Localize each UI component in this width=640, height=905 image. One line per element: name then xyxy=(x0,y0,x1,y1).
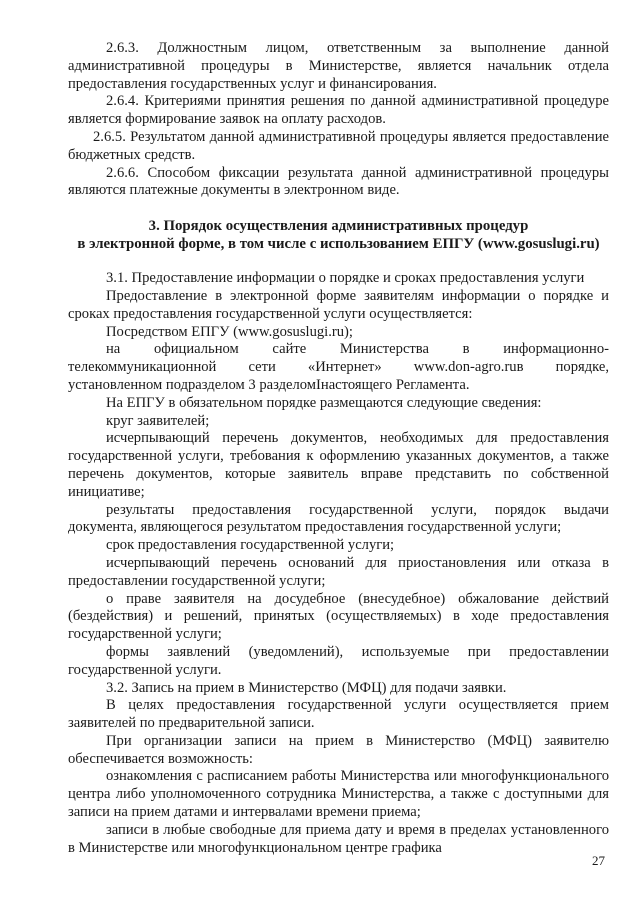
paragraph-2-6-3: 2.6.3. Должностным лицом, ответственным за выполнение данной административной процедуры в Министерстве, является начальник отдела предоставления государственных услуг и финансирования. xyxy=(68,40,609,92)
paragraph-info-provision: Предоставление в электронной форме заявителям информации о порядке и сроках предоставления государственной услуги осуществляется: xyxy=(68,287,609,322)
paragraph-epgu-info: На ЕПГУ в обязательном порядке размещаются следующие сведения: xyxy=(106,394,542,411)
paragraph-2-6-4: 2.6.4. Критериями принятия решения по данной административной процедуре является формирование заявок на оплату расходов. xyxy=(68,93,609,128)
paragraph-official-site xyxy=(68,341,609,394)
page-number: 27 xyxy=(592,853,605,868)
paragraph-3-1: 3.1. Предоставление информации о порядке и сроках предоставления услуги xyxy=(106,270,585,287)
spacer xyxy=(68,200,609,217)
paragraph-appointment-purpose: В целях предоставления государственной услуги осуществляется прием заявителей по предварительной записи. xyxy=(68,697,609,732)
section-heading-line-2: в электронной форме, в том числе с использованием ЕПГУ (www.gosuslugi.ru) xyxy=(77,236,600,253)
paragraph-via-epgu: Посредством ЕПГУ (www.gosuslugi.ru); xyxy=(106,323,353,340)
official-site-line-1: на официальном сайте Министерства в информационно- xyxy=(106,341,609,358)
official-site-line-2: телекоммуникационной сети «Интернет» www.don-agro.ruв порядке, xyxy=(68,359,609,376)
paragraph-forms: формы заявлений (уведомлений), используемые при предоставлении государственной услуги. xyxy=(68,643,609,678)
paragraph-2-6-5: 2.6.5. Результатом данной административной процедуры является предоставление бюджетных средств. xyxy=(68,128,609,163)
paragraph-2-6-6: 2.6.6. Способом фиксации результата данной административной процедуры являются платежные документы в электронном виде. xyxy=(68,164,609,199)
spacer xyxy=(68,253,609,270)
paragraph-refusal-grounds: исчерпывающий перечень оснований для приостановления или отказа в предоставлении государственной услуги; xyxy=(68,554,609,589)
paragraph-free-slots: записи в любые свободные для приема дату и время в пределах установленного в Министерстве или многофункциональном центре графика xyxy=(68,821,609,856)
paragraph-appeal-right: о праве заявителя на досудебное (внесудебное) обжалование действий (бездействия) и решений, принятых (осуществляемых) в ходе предоставления государственной услуги; xyxy=(68,590,609,643)
paragraph-results: результаты предоставления государственной услуги, порядок выдачи документа, являющегося результатом предоставления государственной услуги; xyxy=(68,501,609,536)
paragraph-appointment-organization: При организации записи на прием в Министерство (МФЦ) заявителю обеспечивается возможность: xyxy=(68,732,609,767)
paragraph-documents-list: исчерпывающий перечень документов, необходимых для предоставления государственной услуги, требования к оформлению указанных документов, а также перечень документов, которые заявитель вправе представить по собственной инициативе; xyxy=(68,430,609,500)
page-content xyxy=(68,40,609,857)
paragraph-schedule-review: ознакомления с расписанием работы Министерства или многофункционального центра либо уполномоченного сотрудника Министерства, а также с доступными для записи на прием датами и интервалами времени приема; xyxy=(68,768,609,821)
official-site-line-3: установленном подразделом 3 разделомIнастоящего Регламента. xyxy=(68,376,470,393)
paragraph-3-2: 3.2. Запись на прием в Министерство (МФЦ) для подачи заявки. xyxy=(106,679,507,696)
paragraph-applicants: круг заявителей; xyxy=(106,412,210,429)
paragraph-term: срок предоставления государственной услуги; xyxy=(106,537,395,554)
section-heading-line-1: 3. Порядок осуществления административных процедур xyxy=(148,218,529,235)
